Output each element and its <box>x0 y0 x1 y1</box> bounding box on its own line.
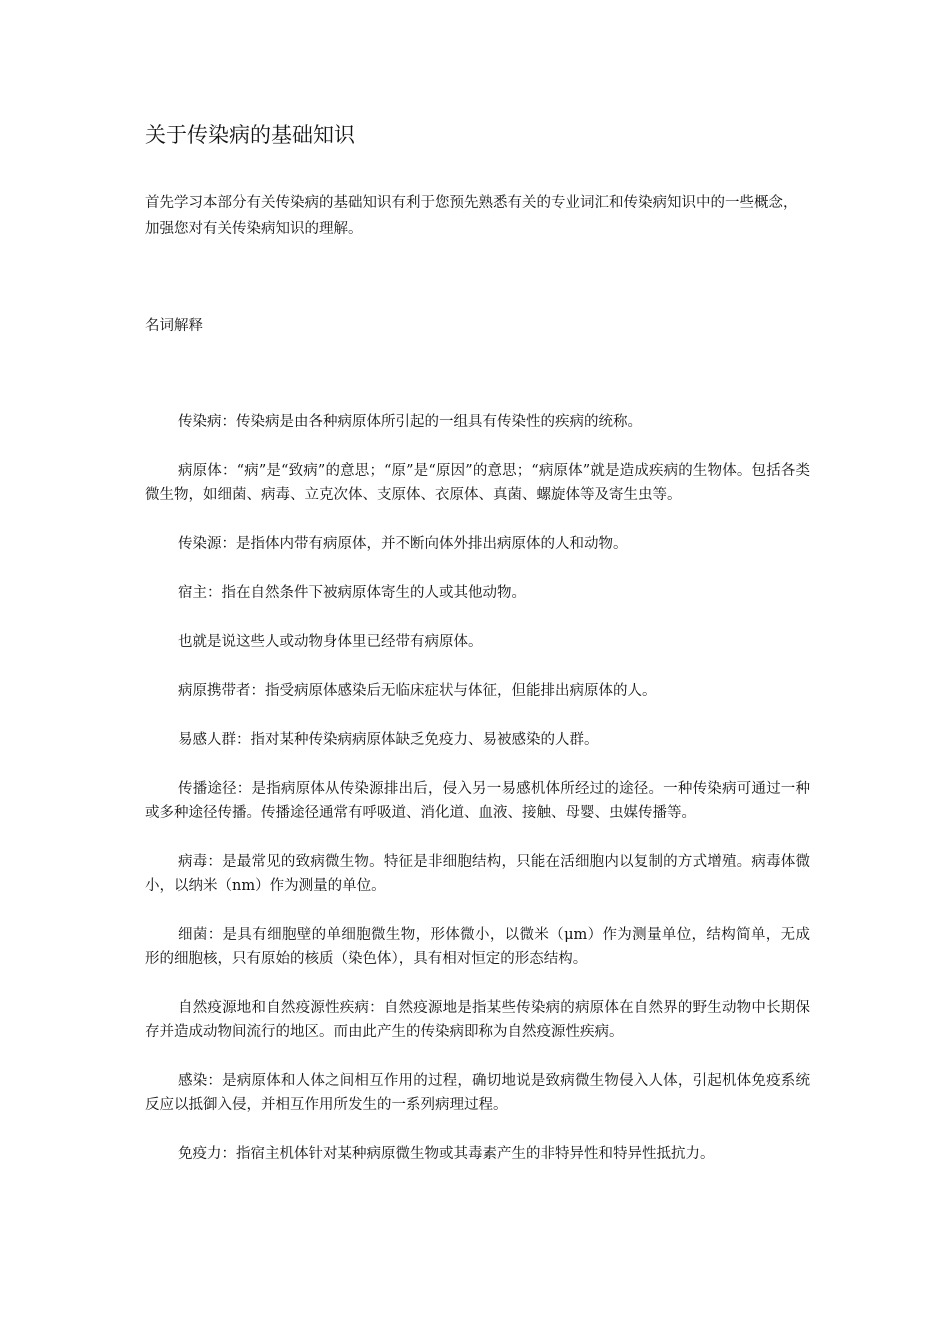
term-susceptible-population: 易感人群：指对某种传染病病原体缺乏免疫力、易被感染的人群。 <box>178 732 599 748</box>
term-infection: 感染：是病原体和人体之间相互作用的过程，确切地说是致病微生物侵入人体，引起机体免疫系统反应以抵御入侵，并相互作用所发生的一系列病理过程。 <box>145 1073 810 1113</box>
term-immunity: 免疫力：指宿主机体针对某种病原微生物或其毒素产生的非特异性和特异性抵抗力。 <box>178 1146 715 1162</box>
section-heading: 名词解释 <box>145 318 203 334</box>
term-pathogen-carrier: 病原携带者：指受病原体感染后无临床症状与体征，但能排出病原体的人。 <box>178 683 657 699</box>
term-list <box>145 410 810 1191</box>
term-source-of-infection: 传染源：是指体内带有病原体，并不断向体外排出病原体的人和动物。 <box>178 536 628 552</box>
term-host-note: 也就是说这些人或动物身体里已经带有病原体。 <box>178 634 483 650</box>
term-pathogen: 病原体：“病”是“致病”的意思；“原”是“原因”的意思；“病原体”就是造成疾病的生物体。包括各类微生物，如细菌、病毒、立克次体、支原体、衣原体、真菌、螺旋体等及寄生虫等。 <box>145 463 810 503</box>
intro-paragraph: 首先学习本部分有关传染病的基础知识有利于您预先熟悉有关的专业词汇和传染病知识中的一些概念，加强您对有关传染病知识的理解。 <box>145 195 798 237</box>
term-host: 宿主：指在自然条件下被病原体寄生的人或其他动物。 <box>178 585 526 601</box>
term-infectious-disease: 传染病：传染病是由各种病原体所引起的一组具有传染性的疾病的统称。 <box>178 414 642 430</box>
term-virus: 病毒：是最常见的致病微生物。特征是非细胞结构，只能在活细胞内以复制的方式增殖。病毒体微小，以纳米（nm）作为测量的单位。 <box>145 854 810 894</box>
term-bacteria: 细菌：是具有细胞壁的单细胞微生物，形体微小，以微米（μm）作为测量单位，结构简单，无成形的细胞核，只有原始的核质（染色体），具有相对恒定的形态结构。 <box>145 927 810 967</box>
document-title: 关于传染病的基础知识 <box>145 123 355 147</box>
term-natural-focus: 自然疫源地和自然疫源性疾病：自然疫源地是指某些传染病的病原体在自然界的野生动物中长期保存并造成动物间流行的地区。而由此产生的传染病即称为自然疫源性疾病。 <box>145 1000 810 1040</box>
term-transmission-route: 传播途径：是指病原体从传染源排出后，侵入另一易感机体所经过的途径。一种传染病可通过一种或多种途径传播。传播途径通常有呼吸道、消化道、血液、接触、母婴、虫媒传播等。 <box>145 781 810 821</box>
